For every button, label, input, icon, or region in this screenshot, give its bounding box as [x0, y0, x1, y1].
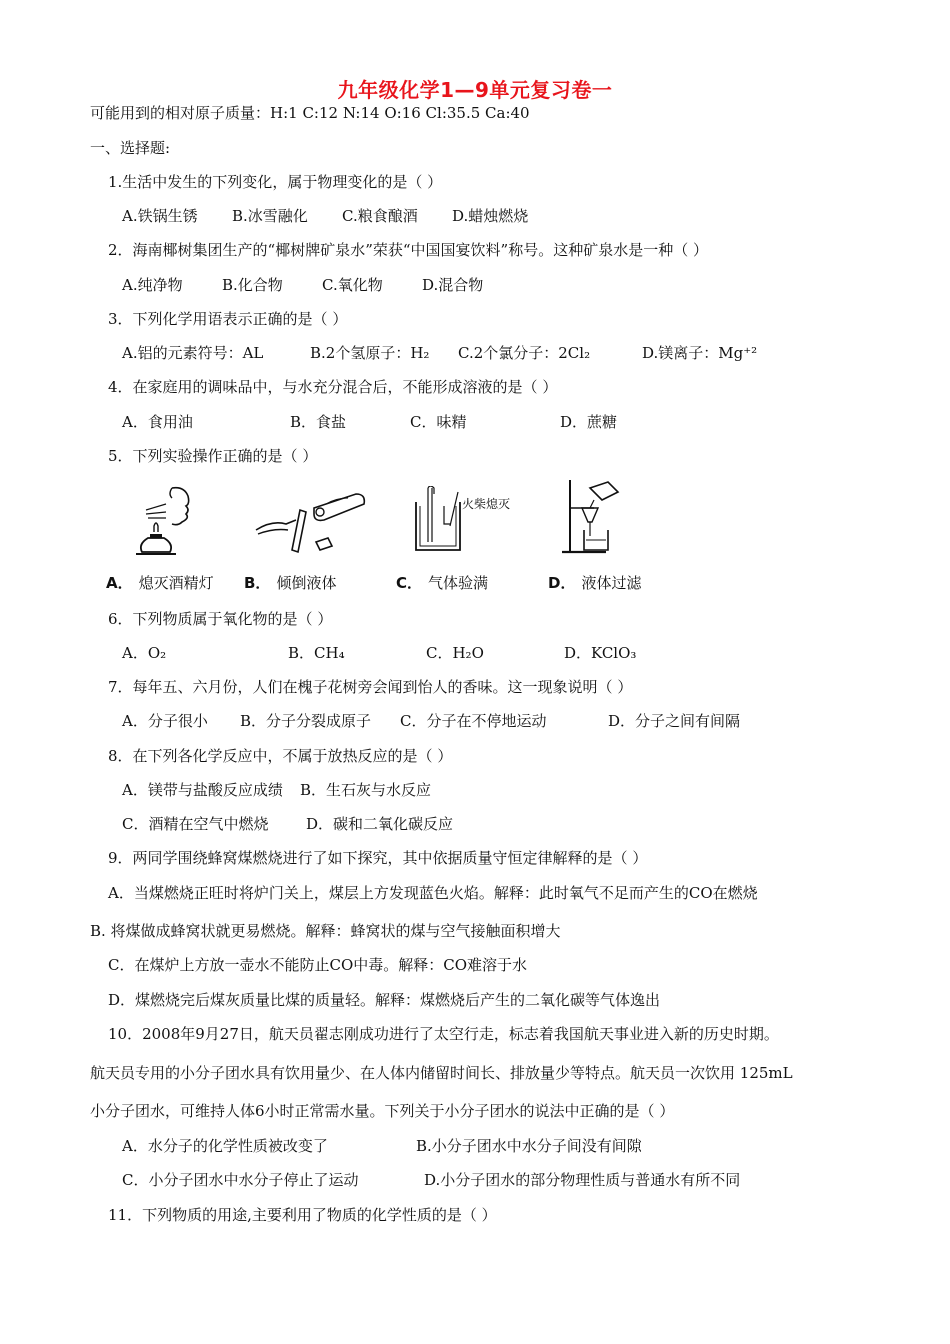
question-4: 4．在家庭用的调味品中，与水充分混合后，不能形成溶液的是（ ）: [108, 378, 558, 396]
figure-caption-a: A． 熄灭酒精灯: [106, 574, 214, 592]
question-2: 2．海南椰树集团生产的“椰树牌矿泉水”荣获“中国国宴饮料”称号。这种矿泉水是一种（ ）: [108, 241, 708, 259]
q2-option-b: B.化合物: [222, 276, 283, 294]
q4-option-c: C．味精: [410, 413, 467, 431]
question-11: 11．下列物质的用途,主要利用了物质的化学性质的是（ ）: [108, 1206, 497, 1224]
figure-c-label: 火柴熄灭: [462, 497, 511, 511]
figure-d-filtration: [560, 478, 630, 556]
q6-option-b: B．CH₄: [288, 644, 345, 662]
q1-option-c: C.粮食酿酒: [342, 207, 418, 225]
figure-c-gas-check: [406, 486, 536, 556]
q1-option-d: D.蜡烛燃烧: [452, 207, 529, 225]
q3-option-d: D.镁离子：Mg⁺²: [642, 344, 758, 362]
question-10-line-3: 小分子团水，可维持人体6小时正常需水量。下列关于小分子团水的说法中正确的是（ ）: [90, 1102, 675, 1120]
figure-caption-c: C． 气体验满: [396, 574, 489, 592]
q10-option-a: A．水分子的化学性质被改变了: [122, 1137, 328, 1155]
q4-option-d: D．蔗糖: [560, 413, 618, 431]
question-3: 3．下列化学用语表示正确的是（ ）: [108, 310, 348, 328]
question-1: 1.生活中发生的下列变化，属于物理变化的是（ ）: [108, 173, 443, 191]
q6-option-a: A．O₂: [122, 644, 167, 662]
q10-option-b: B.小分子团水中水分子间没有间隙: [416, 1137, 642, 1155]
q3-option-b: B.2个氢原子：H₂: [310, 344, 430, 362]
figure-caption-d: D． 液体过滤: [548, 574, 642, 592]
q6-option-d: D．KClO₃: [564, 644, 637, 662]
q4-option-a: A．食用油: [122, 413, 193, 431]
q9-option-a: A．当煤燃烧正旺时将炉门关上，煤层上方发现蓝色火焰。解释：此时氧气不足而产生的CO在燃烧: [108, 884, 758, 902]
q7-option-d: D．分子之间有间隔: [608, 712, 741, 730]
q9-option-c: C．在煤炉上方放一壶水不能防止CO中毒。解释：CO难溶于水: [108, 956, 528, 974]
q3-option-a: A.铝的元素符号：AL: [122, 344, 264, 362]
q8-option-b: B．生石灰与水反应: [300, 781, 432, 799]
figure-caption-b: B． 倾倒液体: [244, 574, 337, 592]
q8-option-d: D．碳和二氧化碳反应: [306, 815, 454, 833]
q1-option-b: B.冰雪融化: [232, 207, 308, 225]
page-title: 九年级化学1—9单元复习卷一: [337, 78, 613, 102]
question-6: 6．下列物质属于氧化物的是（ ）: [108, 610, 333, 628]
q2-option-c: C.氧化物: [322, 276, 383, 294]
q10-option-d: D.小分子团水的部分物理性质与普通水有所不同: [424, 1171, 741, 1189]
q10-option-c: C．小分子团水中水分子停止了运动: [122, 1171, 359, 1189]
q1-option-a: A.铁锅生锈: [122, 207, 198, 225]
q2-option-d: D.混合物: [422, 276, 484, 294]
question-10: 10．2008年9月27日，航天员翟志刚成功进行了太空行走，标志着我国航天事业进入新的历史时期。: [108, 1025, 779, 1043]
question-10-line-2: 航天员专用的小分子团水具有饮用量少、在人体内储留时间长、排放量少等特点。航天员一次饮用 125mL: [90, 1064, 793, 1082]
q8-option-c: C．酒精在空气中燃烧: [122, 815, 269, 833]
atomic-masses: 可能用到的相对原子质量：H:1 C:12 N:14 O:16 Cl:35.5 Ca:40: [90, 104, 530, 122]
question-9: 9．两同学围绕蜂窝煤燃烧进行了如下探究，其中依据质量守恒定律解释的是（ ）: [108, 849, 648, 867]
q3-option-c: C.2个氯分子：2Cl₂: [458, 344, 591, 362]
question-5: 5．下列实验操作正确的是（ ）: [108, 447, 318, 465]
q6-option-c: C．H₂O: [426, 644, 484, 662]
q8-option-a: A．镁带与盐酸反应成绩: [122, 781, 283, 799]
question-7: 7．每年五、六月份，人们在槐子花树旁会闻到怡人的香味。这一现象说明（ ）: [108, 678, 633, 696]
figure-b-pouring-liquid: [252, 490, 372, 556]
section-heading: 一、选择题:: [90, 139, 171, 157]
q7-option-b: B．分子分裂成原子: [240, 712, 372, 730]
q2-option-a: A.纯净物: [122, 276, 183, 294]
question-8: 8．在下列各化学反应中，不属于放热反应的是（ ）: [108, 747, 453, 765]
q4-option-b: B．食盐: [290, 413, 347, 431]
q9-option-b: B. 将煤做成蜂窝状就更易燃烧。解释：蜂窝状的煤与空气接触面积增大: [90, 922, 561, 940]
q9-option-d: D．煤燃烧完后煤灰质量比煤的质量轻。解释：煤燃烧后产生的二氧化碳等气体逸出: [108, 991, 661, 1009]
q7-option-c: C．分子在不停地运动: [400, 712, 547, 730]
figure-a-alcohol-lamp: [132, 484, 202, 556]
q7-option-a: A．分子很小: [122, 712, 208, 730]
